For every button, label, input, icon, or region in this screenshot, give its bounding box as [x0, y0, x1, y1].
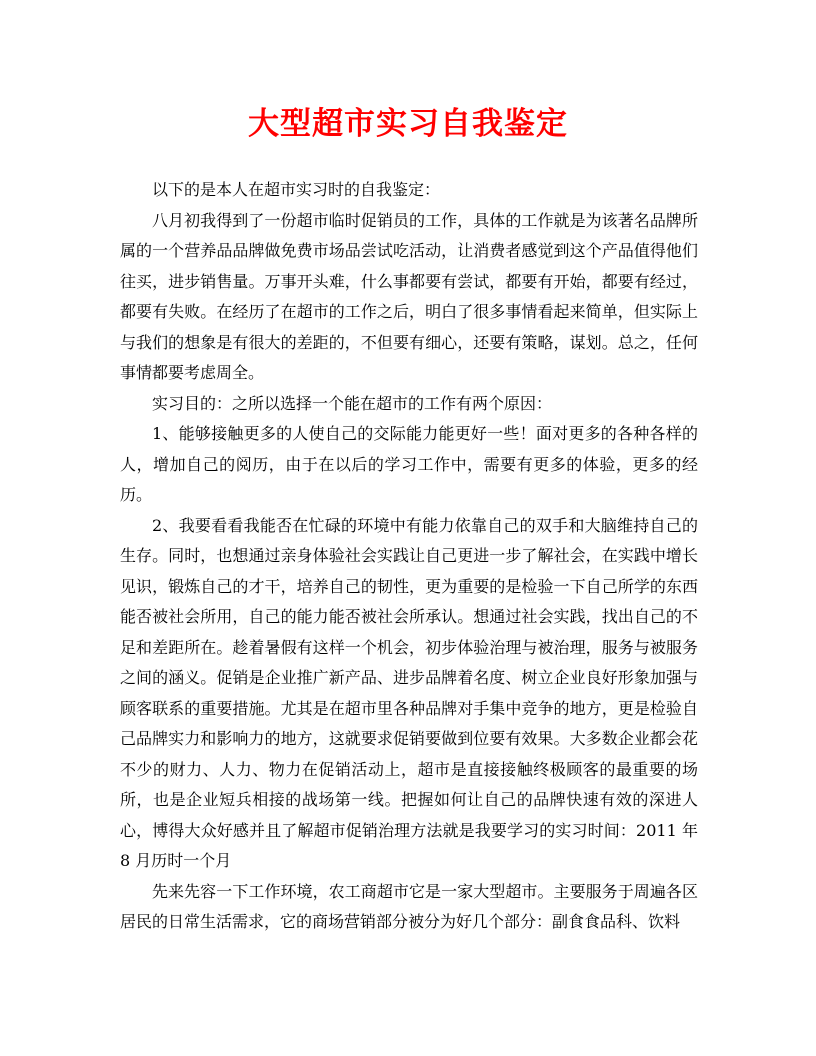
- paragraph-reason-2: 2、我要看看我能否在忙碌的环境中有能力依靠自己的双手和大脑维持自己的生存。同时，也想通过亲身体验社会实践让自己更进一步了解社会，在实践中增长见识，锻炼自己的才干，培养自己的韧性，更为重要的是检验一下自己所学的东西能否被社会所用，自己的能力能否被社会所承认。想通过社会实践，找出自己的不足和差距所在。趁着暑假有这样一个机会，初步体验治理与被治理，服务与被服务之间的涵义。促销是企业推广新产品、进步品牌着名度、树立企业良好形象加强与顾客联系的重要措施。尤其是在超市里各种品牌对手集中竞争的地方，更是检验自己品牌实力和影响力的地方，这就要求促销要做到位要有效果。大多数企业都会花不少的财力、人力、物力在促销活动上，超市是直接接触终极顾客的最重要的场所，也是企业短兵相接的战场第一线。把握如何让自己的品牌快速有效的深进人心，博得大众好感并且了解超市促销治理方法就是我要学习的实习时间：2011 年 8 月历时一个月: [120, 515, 698, 870]
- paragraph-purpose: 实习目的：之所以选择一个能在超市的工作有两个原因：: [152, 393, 553, 413]
- document-body: [120, 175, 698, 938]
- paragraph-reason-1: 1、能够接触更多的人使自己的交际能力能更好一些！面对更多的各种各样的人，增加自己的阅历，由于在以后的学习工作中，需要有更多的体验，更多的经历。: [120, 424, 698, 504]
- paragraph-job: 八月初我得到了一份超市临时促销员的工作，具体的工作就是为该著名品牌所属的一个营养品品牌做免费市场品尝试吃活动，让消费者感觉到这个产品值得他们往买，进步销售量。万事开头难，什么事都要有尝试，都要有开始，都要有经过，都要有失败。在经历了在超市的工作之后，明白了很多事情看起来简单，但实际上与我们的想象是有很大的差距的，不但要有细心，还要有策略，谋划。总之，任何事情都要考虑周全。: [120, 210, 698, 382]
- document-title: 大型超市实习自我鉴定: [248, 106, 568, 142]
- paragraph-intro: 以下的是本人在超市实习时的自我鉴定：: [152, 180, 441, 199]
- paragraph-environment: 先来先容一下工作环境，农工商超市它是一家大型超市。主要服务于周遍各区居民的日常生活需求，它的商场营销部分被分为好几个部分：副食食品科、饮料: [120, 881, 698, 931]
